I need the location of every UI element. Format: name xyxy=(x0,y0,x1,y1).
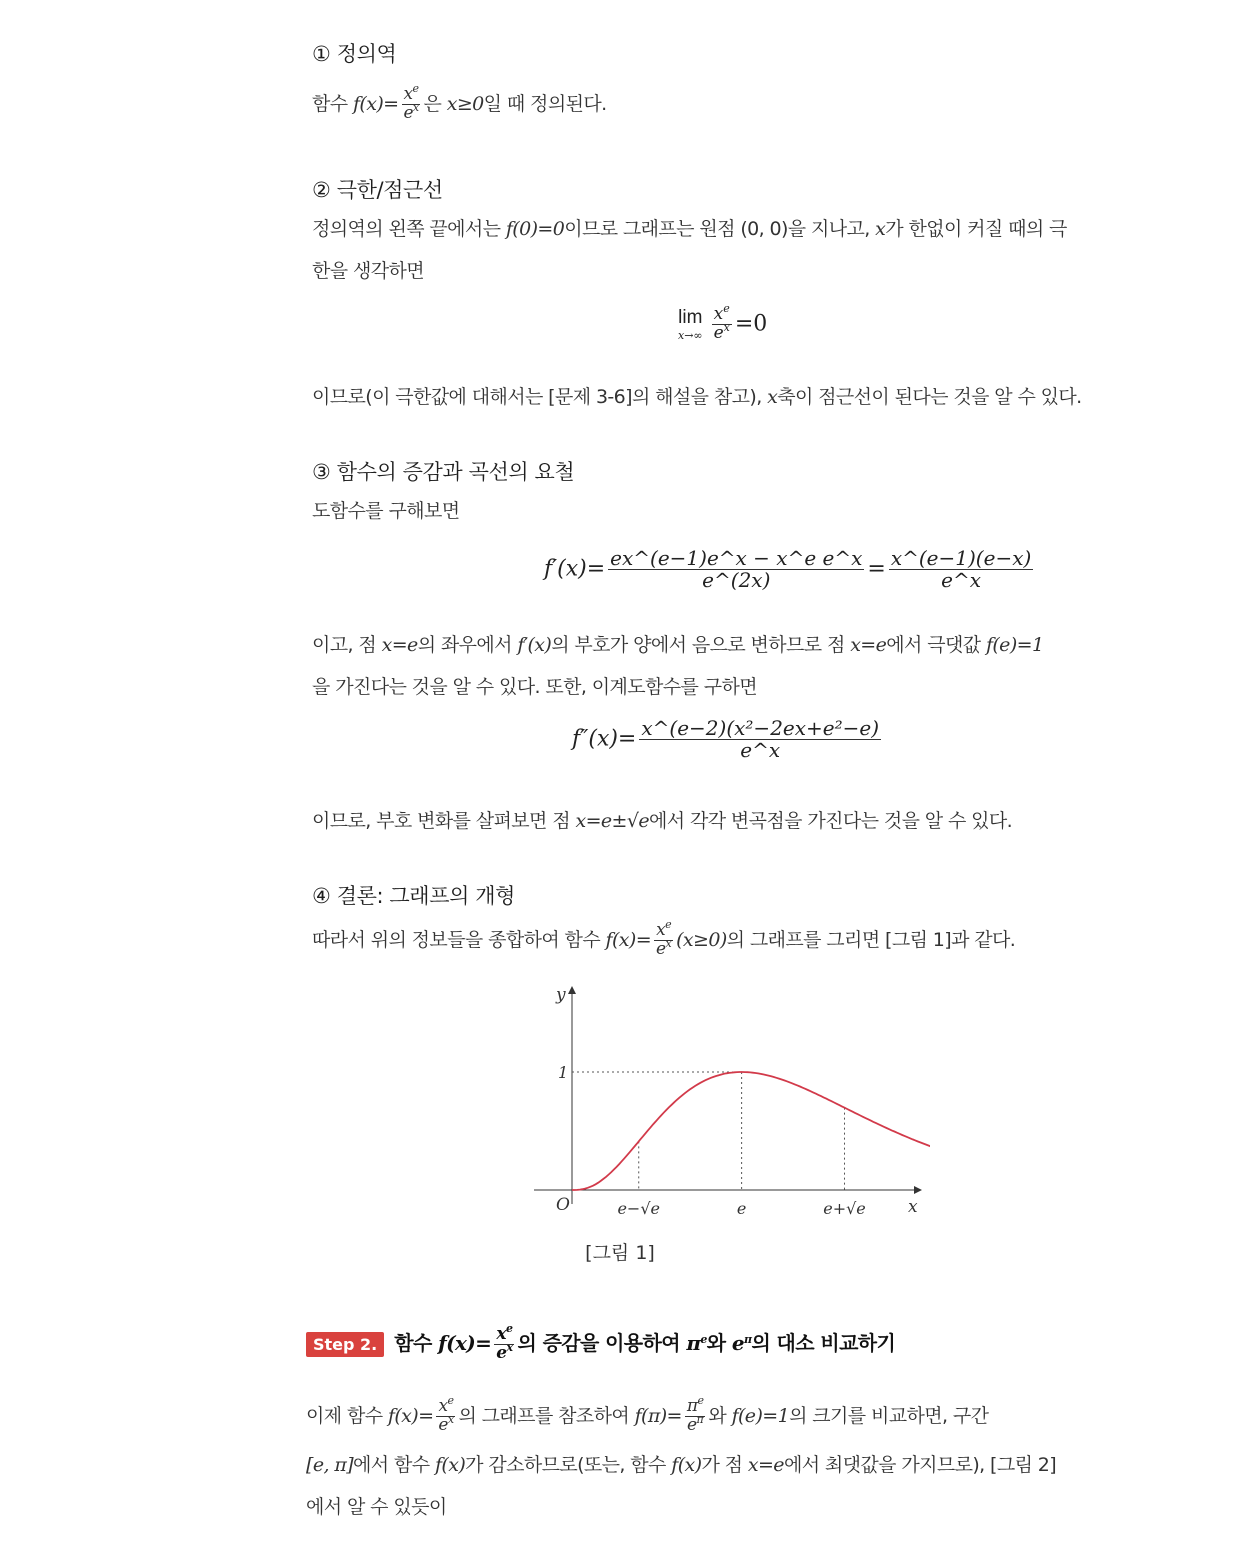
x-tick-label-3: e+√e xyxy=(823,1199,866,1218)
section-4-title: ④ 결론: 그래프의 개형 xyxy=(312,884,516,908)
origin-label: O xyxy=(556,1195,570,1215)
section-1-title: ① 정의역 xyxy=(312,42,397,66)
figure-caption: [그림 1] xyxy=(585,1242,655,1264)
step-2-line-3: 에서 알 수 있듯이 xyxy=(306,1496,447,1518)
section-4-text: 따라서 위의 정보들을 종합하여 함수 f(x)= $\frac{x^e}{e^x}$ (x≥0)의 그래프를 그리면 [그림 1]과 같다. xyxy=(312,918,1016,959)
section-2-line-3: 이므로(이 극한값에 대해서는 [문제 3-6]의 해설을 참고), x축이 점근선이 된다는 것을 알 수 있다. xyxy=(312,386,1082,408)
y-tick-label: 1 xyxy=(558,1063,569,1082)
section-3-intro: 도함수를 구해보면 xyxy=(312,500,460,522)
limit-equation: lim x→∞ $\frac{x^e}{e^x}$ =0 xyxy=(678,302,768,343)
function-graph xyxy=(530,978,930,1228)
first-derivative-equation: f′(x)= $\frac{\text{ex\textasciicircum{}(e−1)e\textasciicircum{}x − x\textasciicircum{}e e\textasciicircum{}x}}{e\^{}(2x)}$ = $\frac{x\^{}(e-1)(e-x)}{e\^{}x}$ xyxy=(544,546,1032,592)
step-2-line-2: [e, π]에서 함수 f(x)가 감소하므로(또는, 함수 f(x)가 점 x=e에서 최댓값을 가지므로), [그림 2] xyxy=(306,1454,1057,1476)
section-2-line-1: 정의역의 왼쪽 끝에서는 f(0)=0이므로 그래프는 원점 (0, 0)을 지나고, x가 한없이 커질 때의 극 xyxy=(312,218,1067,240)
section-3-title: ③ 함수의 증감과 곡선의 요철 xyxy=(312,460,575,484)
x-tick-label-1: e−√e xyxy=(617,1199,661,1218)
y-axis-label: y xyxy=(556,985,566,1005)
step-2-line-1: 이제 함수 f(x)= $\frac{x^e}{e^x}$ 의 그래프를 참조하여 f(π)= $\frac{\pi^e}{e^\pi}$ 와 f(e)=1의 크기를 비교하면, 구간 xyxy=(306,1394,989,1435)
x-axis-label: x xyxy=(908,1197,918,1217)
second-derivative-equation: f″(x)= $\frac{\text{x\textasciicircum{}(e−2)(x²−2ex+e²−e)}}{e\^{}x}$ xyxy=(572,716,880,762)
curve-fx xyxy=(572,1072,930,1190)
section-2-line-2: 한을 생각하면 xyxy=(312,260,424,282)
section-1-text: 함수 f(x)= $\frac{x^e}{e^x}$ 은 x≥0일 때 정의된다. xyxy=(312,82,607,123)
step-2-heading: Step 2. 함수 f(x)= $\frac{x^e}{e^x}$ 의 증감을 이용하여 $\pi^e$와 $e^\pi$의 대소 비교하기 xyxy=(306,1326,895,1363)
step-2-badge: Step 2. xyxy=(306,1332,384,1357)
section-3-line-1: 이고, 점 x=e의 좌우에서 f′(x)의 부호가 양에서 음으로 변하므로 점 x=e에서 극댓값 f(e)=1 xyxy=(312,634,1044,656)
section-3-line-2: 을 가진다는 것을 알 수 있다. 또한, 이계도함수를 구하면 xyxy=(312,676,757,698)
section-3-line-3: 이므로, 부호 변화를 살펴보면 점 x=e±√e에서 각각 변곡점을 가진다는 것을 알 수 있다. xyxy=(312,810,1013,832)
x-tick-label-2: e xyxy=(736,1199,747,1218)
section-2-title: ② 극한/점근선 xyxy=(312,178,443,202)
